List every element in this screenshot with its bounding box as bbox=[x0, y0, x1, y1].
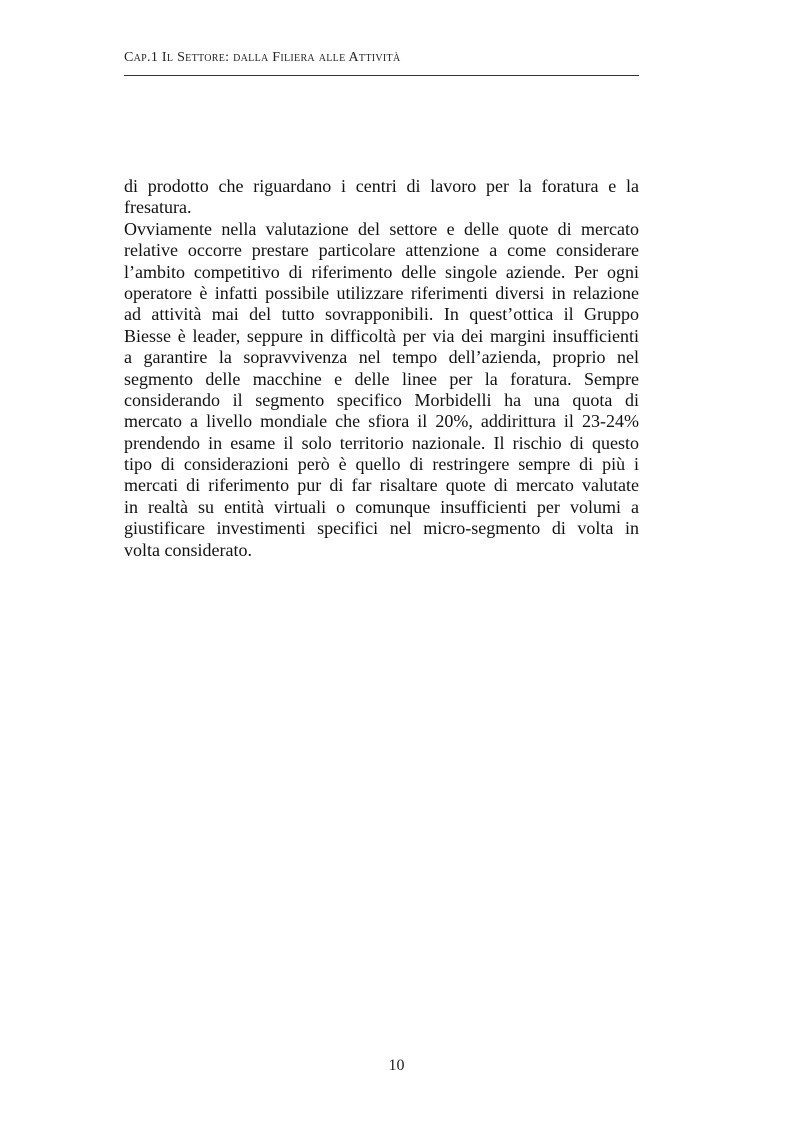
text-line: operatore è infatti possibile utilizzare riferimenti diversi in relazione bbox=[124, 282, 639, 303]
text-line: giustificare investimenti specifici nel micro-segmento di volta in bbox=[124, 518, 639, 539]
text-line: mercato a livello mondiale che sfiora il 20%, addirittura il 23-24% bbox=[124, 411, 639, 432]
header-divider bbox=[124, 75, 639, 76]
text-line: Biesse è leader, seppure in difficoltà per via dei margini insufficienti bbox=[124, 325, 639, 346]
text-line: a garantire la sopravvivenza nel tempo dell’azienda, proprio nel bbox=[124, 347, 639, 368]
page-number: 10 bbox=[388, 1057, 405, 1074]
text-line: volta considerato. bbox=[124, 539, 252, 560]
text-line: tipo di considerazioni però è quello di restringere sempre di più i bbox=[124, 454, 639, 475]
body-text bbox=[124, 176, 639, 561]
text-line: considerando il segmento specifico Morbidelli ha una quota di bbox=[124, 389, 639, 410]
text-line: ad attività mai del tutto sovrapponibili. In quest’ottica il Gruppo bbox=[124, 304, 639, 325]
text-line: segmento delle macchine e delle linee per la foratura. Sempre bbox=[124, 368, 639, 389]
running-header: Cap.1 Il Settore: dalla Filiera alle Attività bbox=[124, 50, 401, 65]
text-line: in realtà su entità virtuali o comunque insufficienti per volumi a bbox=[124, 496, 639, 517]
text-line: fresatura. bbox=[124, 197, 192, 218]
text-line: relative occorre prestare particolare attenzione a come considerare bbox=[124, 240, 639, 261]
text-line: di prodotto che riguardano i centri di lavoro per la foratura e la bbox=[124, 176, 639, 196]
text-line: Ovviamente nella valutazione del settore e delle quote di mercato bbox=[124, 218, 639, 239]
text-line: prendendo in esame il solo territorio nazionale. Il rischio di questo bbox=[124, 432, 639, 453]
text-line: mercati di riferimento pur di far risaltare quote di mercato valutate bbox=[124, 475, 639, 496]
text-line: l’ambito competitivo di riferimento delle singole aziende. Per ogni bbox=[124, 261, 639, 282]
